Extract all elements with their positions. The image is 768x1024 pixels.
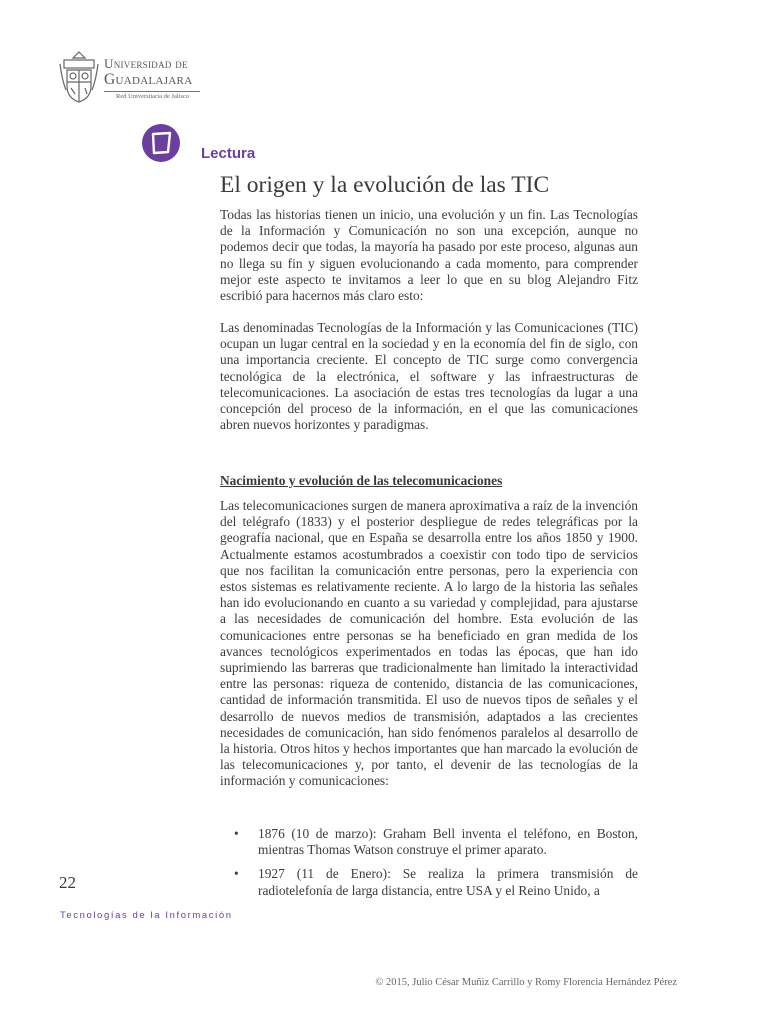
bullet-icon: • [234, 866, 239, 882]
section-label: Lectura [201, 145, 256, 162]
course-name: Tecnologías de la Información [60, 910, 233, 921]
university-name-line1: Universidad de [104, 56, 188, 71]
list-item-text: 1927 (11 de Enero): Se realiza la primera transmisión de radiotelefonía de larga distancia, entre USA y el Reino Unido, a [258, 866, 638, 898]
copyright-notice: © 2015, Julio César Muñiz Carrillo y Romy Florencia Hernández Pérez [375, 977, 677, 988]
university-name-line2: Guadalajara [104, 71, 193, 88]
lectura-icon [141, 123, 181, 163]
list-item [220, 866, 638, 898]
milestones-list [220, 826, 638, 907]
page-number: 22 [59, 873, 76, 892]
article-title: El origen y la evolución de las TIC [220, 172, 550, 198]
telecom-paragraph: Las telecomunicaciones surgen de manera aproximativa a raíz de la invención del telégrafo (1833) y el posterior despliegue de redes telegráficas por la geografía nacional, que en España se desarrolla entre los años 1850 y 1900. Actualmente estamos acostumbrados a coexistir con todo tipo de servicios que nos facilitan la comunicación entre personas, pero la experiencia con estos sistemas es relativamente reciente. A lo largo de la historia las señales han ido evolucionando en cuanto a su variedad y complejidad, para ajustarse a las necesidades de comunicación del hombre. Esta evolución de las comunicaciones entre personas se ha beneficiado en gran medida de los avances tecnológicos experimentados en todas las épocas, que han ido suprimiendo las barreras que tradicionalmente han limitado la interactividad entre las personas: riqueza de contenido, distancia de las comunicaciones, cantidad de información transmitida. El uso de nuevos tipos de señales y el desarrollo de nuevos medios de transmisión, adaptados a las crecientes necesidades de comunicación, han sido fenómenos paralelos al desarrollo de la historia. Otros hitos y hechos importantes que han marcado la evolución de las telecomunicaciones y, por tanto, el devenir de las tecnologías de la información y comunicaciones: [220, 498, 638, 789]
list-item [220, 826, 638, 858]
intro-paragraph: Todas las historias tienen un inicio, una evolución y un fin. Las Tecnologías de la Información y Comunicación no son una excepción, aunque no podemos decir que todas, la mayoría ha pasado por este proceso, algunas aun no llega su fin y siguen evolucionando a cada momento, para comprender mejor este aspecto te invitamos a leer lo que en su blog Alejandro Fitz escribió para hacernos más claro esto: [220, 207, 638, 304]
quote-paragraph: Las denominadas Tecnologías de la Información y las Comunicaciones (TIC) ocupan un lugar central en la sociedad y en la economía del fin de siglo, con una importancia creciente. El concepto de TIC surge como convergencia tecnológica de la electrónica, el software y las infraestructuras de telecomunicaciones. La asociación de estas tres tecnologías da lugar a una concepción del proceso de la información, en el que las comunicaciones abren nuevos horizontes y paradigmas. [220, 320, 638, 433]
logo-divider [104, 91, 200, 92]
university-logo [58, 50, 208, 106]
section-subheading: Nacimiento y evolución de las telecomunicaciones [220, 473, 503, 488]
university-seal-icon [58, 50, 100, 104]
bullet-icon: • [234, 826, 239, 841]
list-item-text: 1876 (10 de marzo): Graham Bell inventa el teléfono, en Boston, mientras Thomas Watson construye el primer aparato. [258, 826, 638, 858]
university-network-label: Red Universitaria de Jalisco [116, 93, 190, 100]
